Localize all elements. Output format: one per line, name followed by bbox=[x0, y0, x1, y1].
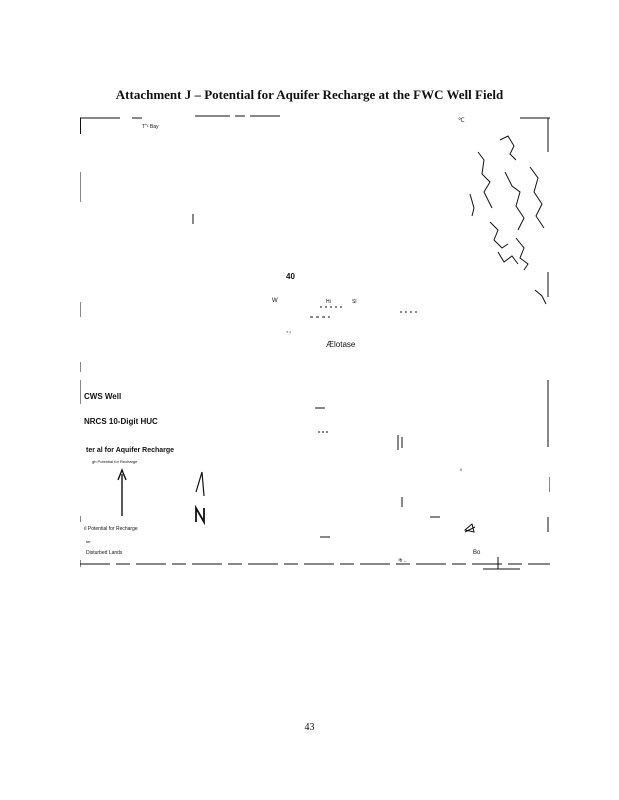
map-fragment-sub: "ᶠ͵ᵖ bbox=[286, 330, 292, 335]
page-number: 43 bbox=[304, 722, 315, 733]
map-fragment-top-right: ℃ bbox=[458, 118, 465, 124]
map-linework bbox=[80, 112, 550, 574]
map-fragment-bottom-center: ³h .. bbox=[398, 558, 407, 564]
map-fragment-place: Ælotase bbox=[326, 340, 356, 349]
page-title: Attachment J – Potential for Aquifer Recharge at the FWC Well Field bbox=[115, 87, 504, 102]
legend-disturbed-lands: Disturbed Lands bbox=[86, 550, 123, 556]
map-fragment-sl: Sl bbox=[352, 299, 357, 305]
map-fragment-hi: Hi bbox=[326, 299, 331, 305]
legend-high-potential: gh Potential for Recharge bbox=[92, 459, 138, 464]
legend-water: ter bbox=[86, 539, 91, 544]
legend-cws-well: CWS Well bbox=[84, 392, 122, 401]
recharge-map bbox=[80, 112, 550, 574]
legend-low-potential: ıl Potential for Recharge bbox=[84, 526, 138, 532]
legend-recharge-heading: ter al for Aquifer Recharge bbox=[86, 447, 175, 454]
map-fragment-lower-right-1: ᴵᴵ bbox=[460, 468, 462, 474]
map-fragment-top-small: T"¹ Bay bbox=[142, 124, 159, 130]
map-fragment-40: 40 bbox=[286, 272, 295, 281]
map-fragment-w: W bbox=[272, 298, 278, 304]
map-fragment-lower-right-2: Bo bbox=[473, 550, 481, 556]
legend-nrcs-huc: NRCS 10-Digit HUC bbox=[84, 417, 158, 426]
